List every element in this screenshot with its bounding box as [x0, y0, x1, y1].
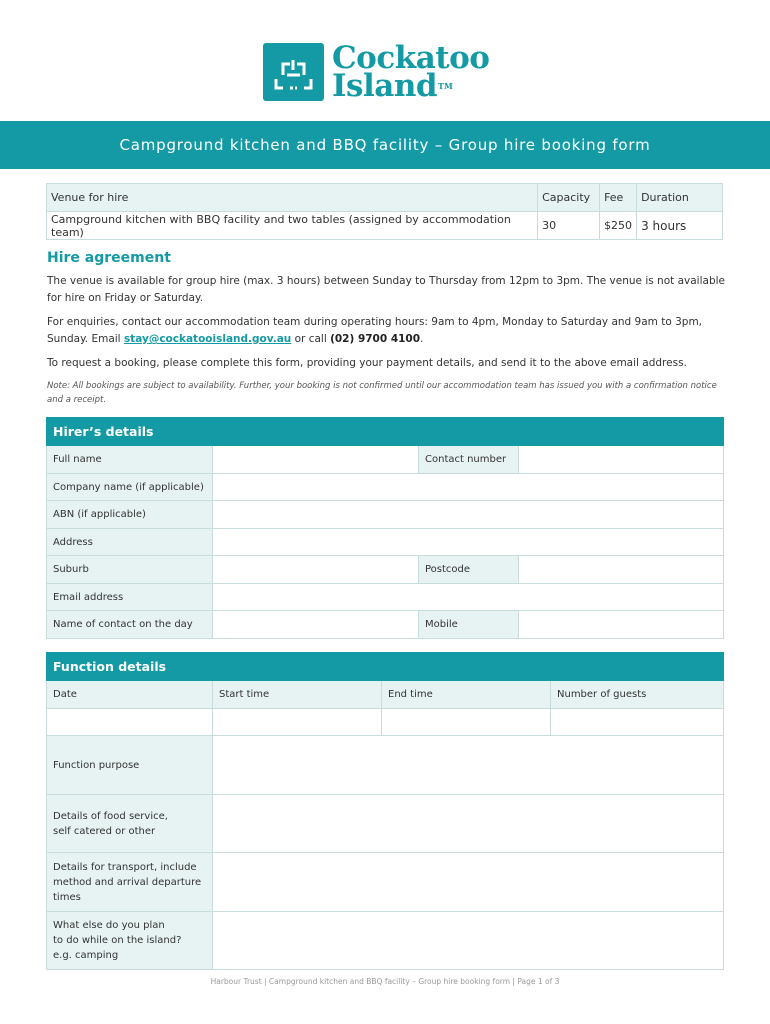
suburb-label: Suburb [47, 556, 213, 584]
cockatoo-island-logo [263, 40, 490, 104]
address-field[interactable] [213, 529, 724, 556]
venue-header-capacity: Capacity [538, 184, 600, 212]
function-purpose-field[interactable] [213, 736, 724, 795]
page-title: Campground kitchen and BBQ facility – Group hire booking form [0, 121, 770, 169]
hirer-details-table [46, 417, 724, 639]
hire-agreement-heading: Hire agreement [47, 250, 171, 266]
email-address-label: Email address [47, 584, 213, 611]
trademark: TM [438, 81, 453, 91]
date-field[interactable] [47, 709, 213, 736]
mobile-field[interactable] [519, 611, 724, 639]
venue-header-fee: Fee [600, 184, 637, 212]
phone-number: (02) 9700 4100 [330, 333, 421, 345]
booking-request-paragraph: To request a booking, please complete this form, providing your payment details, and send it to the above email address. [47, 357, 687, 369]
guests-field[interactable] [551, 709, 724, 736]
function-purpose-label: Function purpose [47, 736, 213, 795]
email-link[interactable]: stay@cockatooisland.gov.au [123, 333, 292, 345]
function-details-table [46, 652, 724, 970]
postcode-label: Postcode [419, 556, 519, 584]
logo-name-line1: Cockatoo [332, 40, 490, 76]
postcode-field[interactable] [519, 556, 724, 584]
venue-name: Campground kitchen with BBQ facility and two tables (assigned by accommodation team) [47, 212, 538, 240]
venue-fee: $250 [600, 212, 637, 240]
venue-header-venue: Venue for hire [47, 184, 538, 212]
venue-capacity: 30 [538, 212, 600, 240]
contact-number-field[interactable] [519, 446, 724, 474]
function-details-heading: Function details [47, 653, 724, 681]
guests-label: Number of guests [551, 681, 724, 709]
venue-duration: 3 hours [637, 212, 723, 240]
start-time-label: Start time [213, 681, 382, 709]
full-name-label: Full name [47, 446, 213, 474]
food-service-field[interactable] [213, 795, 724, 853]
other-plans-label: What else do you plan to do while on the island? e.g. camping [47, 912, 213, 970]
availability-note: Note: All bookings are subject to availability. Further, your booking is not confirmed until our accommodation team has issued you with a confirmation notice and a receipt. [47, 381, 717, 405]
full-name-field[interactable] [213, 446, 419, 474]
logo-mark-icon [263, 43, 324, 101]
mobile-label: Mobile [419, 611, 519, 639]
start-time-field[interactable] [213, 709, 382, 736]
venue-header-row [47, 184, 723, 212]
email-address-field[interactable] [213, 584, 724, 611]
company-name-label: Company name (if applicable) [47, 474, 213, 501]
contact-on-day-field[interactable] [213, 611, 419, 639]
food-service-label: Details of food service, self catered or other [47, 795, 213, 853]
abn-label: ABN (if applicable) [47, 501, 213, 529]
page-footer: Harbour Trust | Campground kitchen and BBQ facility – Group hire booking form | Page 1 of 3 [210, 977, 560, 986]
venue-row [47, 212, 723, 240]
contact-on-day-label: Name of contact on the day [47, 611, 213, 639]
suburb-field[interactable] [213, 556, 419, 584]
logo-name-line2: Island [332, 68, 438, 104]
other-plans-field[interactable] [213, 912, 724, 970]
company-name-field[interactable] [213, 474, 724, 501]
transport-field[interactable] [213, 853, 724, 912]
venue-header-duration: Duration [637, 184, 723, 212]
enquiries-paragraph: For enquiries, contact our accommodation team during operating hours: 9am to 4pm, Monday to Saturday and 9am to 3pm, Sunday. Email stay@cockatooisland.gov.au or call (02) 9700 4100. [47, 316, 703, 345]
venue-table [46, 183, 723, 240]
contact-number-label: Contact number [419, 446, 519, 474]
availability-paragraph: The venue is available for group hire (max. 3 hours) between Sunday to Thursday from 12pm to 3pm. The venue is not available for hire on Friday or Saturday. [47, 275, 725, 304]
address-label: Address [47, 529, 213, 556]
end-time-field[interactable] [382, 709, 551, 736]
end-time-label: End time [382, 681, 551, 709]
abn-field[interactable] [213, 501, 724, 529]
date-label: Date [47, 681, 213, 709]
transport-label: Details for transport, include method and arrival departure times [47, 853, 213, 912]
hirer-details-heading: Hirer’s details [47, 418, 724, 446]
